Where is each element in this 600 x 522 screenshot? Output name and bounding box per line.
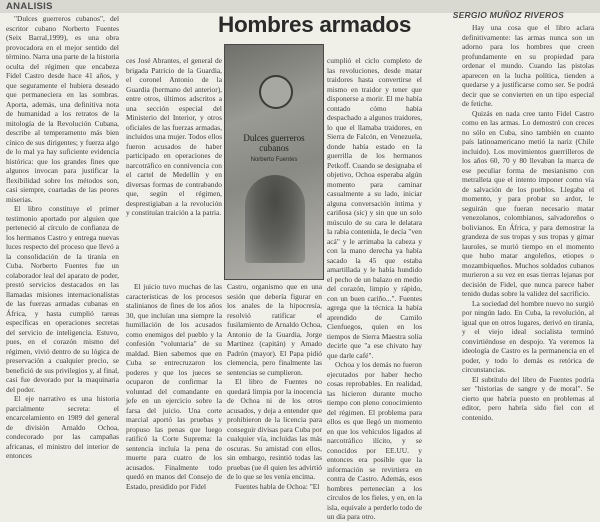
section-label: ANALISIS bbox=[6, 1, 53, 12]
paragraph: El libro constituye el primer testimonio aportado por alguien que perteneció al círculo de confianza de los hermanos Castro y entrega nuevas luces respecto del proceso que llevó a la consolidación de la tiranía en Cuba. Norberto Fuentes fue un colaborador leal del aparato de poder, prestó servicios destacados en las llamadas misiones internacionalistas de las fuerzas armadas cubanas en África, y hasta cumplió tareas específicas en operaciones secretas del servicio de inteligencia. Estuvo, pues, en el corazón mismo del régimen, vivió dentro de su lógica de preservación a cualquier precio, se benefició de sus privilegios y, al final, casi fue devorado por la maquinaria del poder. bbox=[6, 204, 119, 394]
paragraph: ces José Abrantes, el general de brigada Patricio de la Guardia, el coronel Antonio de la Guardia (hermano del anterior), entre otros, últimos adscritos a una sección especial del Ministerio del Interior, y otros oficiales de las fuerzas armadas, incluidos una mujer. Todos ellos fueron acusados de haber participado en operaciones de narcotráfico en connivencia con el cartel de Medellín y en diversas formas de contrabando que, según el régimen, desprestigiaban a la revolución y constituían traición a la patria. bbox=[126, 56, 222, 217]
book-cover-author: Norberto Fuentes bbox=[250, 157, 298, 163]
paragraph: El juicio tuvo muchas de las características de los procesos stalinianos de fines de los años 30, que incluían una siempre la humillación de los acusados como enemigos del pueblo y la confesión "voluntaria" de su maldad. Bien sabemos que en Cuba se entrecruzaron los poderes y que los jueces se ocuparon de confirmar la voluntad del comandante en jefe en un ejercicio sobre la farsa del juicio. Una corte marcial aportó las pruebas y propuso las penas que luego ratificó la Corte Suprema: la sentencia incluía la pena de muerte para cuatro de los acusados. Finalmente todo quedó en manos del Consejo de Estado, presidido por Fidel bbox=[126, 282, 222, 491]
article-column-5 bbox=[462, 23, 594, 457]
article-column-2-top bbox=[126, 56, 222, 278]
paragraph: Castro, organismo que en una sesión que debería figurar en los anales de la hipocresía, resolvió ratificar el fusilamiento de Arnaldo Ochoa, Antonio de la Guardia, Jorge Martínez (capitán) y Amado Padrón (mayor). El Papa pidió clemencia, pero finalmente las sentencias se cumplieron. bbox=[227, 282, 322, 377]
book-cover-photo bbox=[224, 44, 324, 280]
article-column-2-bottom bbox=[126, 282, 222, 491]
article-column-1 bbox=[6, 14, 119, 460]
paragraph: cumplió el ciclo completo de las revoluciones, desde matar traidores hasta convertirse el mismo en traidor y tener que disponerse a morir. El me había contado cómo había despachado a algunos traidores, lo que el llamaba traidores, en Sierra de Falcón, en Venezuela, donde había estado en la guerrilla de los hermanos Petkoff. Cuando se designaba el objetivo, Ochoa esperaba algún momento para caminar casualmente a su lado, iniciar alguna conversación íntima y cariñosa (sic) y sin que un solo músculo de su cara le delatara la rabia contenida, le decía "ven acá" y le arrimaba la cabeza y con la mano derecha ya había sacado la 45 que estaba amartillada y le había hundido el pecho de un balazo en medio del corazón, limpio y rápido, con un buen cariño...". Fuentes agrega que la técnica la había aprendido de Camilo Cienfuegos, quien en los tiempos de Sierra Maestra solía decirle que "a ese chivato hay que darle café". bbox=[327, 56, 422, 360]
author-byline: SERGIO MUÑOZ RIVEROS bbox=[452, 10, 564, 20]
paragraph: Quizás en nada cree tanto Fidel Castro como en las armas. Lo demostró con creces no sólo en Cuba, sino también en cuanto país latinoamericano metió la nariz (Chile incluido). Los movimientos guerrilleros de los años 60, 70 y 80 llevaban la marca de ese peculiar forma de mesianismo con metralleta que el intento imponer como vía de salvación de los pueblos. Llegaba el momento, y para probar su ardor, le seguirán que fueran necesario matar venezolanos, colombianos, salvadoreños o bolivianos. En África, y para demostrar la grandeza de sus tropas y sus tropas y gimar lauroles, se murió tiempo en el momento que hubo matar angoleños, etiopes o mozambiqueños. Muchos soldados cubanos murieron a su vez en esas tierras lejanas por decisión de Fidel, que nunca parece haber tenido dudas sobre la validez del sacrificio. bbox=[462, 108, 594, 298]
paragraph: "Dulces guerreros cubanos", del escritor cubano Norberto Fuentes (Seix Barral,1999), es una obra provocadora en el mejor sentido del término. Narra una parte de la historia oculta del régimen que encabeza Fidel Castro desde hace 41 años, y que seguramente el hubiera deseado que permaneciera en las sombras. Aporta, además, una definitiva nota de humanidad a los retratos de la mitología de la Revolución Cubana, describe al temperamento más bien cínico de sus dirigentes; y fuerza algo de lo mal ya hay suficiente evidencia histórica: que los grandes fines que algunos invocan para justificar la flexibilidad sobre los métodos son, casi siempre, coartadas de las peores miserias. bbox=[6, 14, 119, 204]
article-column-3 bbox=[227, 282, 322, 491]
paragraph: Hay una cosa que el libro aclara definitivamente: las armas nunca son un adorno para los hombres que creen profundamente en su propiedad para ordenar el mundo. Cuando las pistolas aparecen en la lucha política, tienden a quedarse y a justificarse como ser. Se podrá decir que se convierten en un tipo especial de fetiche. bbox=[462, 23, 594, 108]
paragraph: El subtítulo del libro de Fuentes podría ser "historias de sangre y de moral". Se cierto que habría puesto en problemas al editor, pero habría sido fiel con el contenido. bbox=[462, 374, 594, 422]
paragraph: Ochoa y los demás no fueron ejecutados por haber hecho cosas reprobables. En realidad, las hicieron durante mucho tiempo con pleno conocimiento del régimen. El problema para ellos es que llegó un momento en que los vehículos ligados al narcotráfico ilícito, y se conocidos por EE.UU. y entonces era posible que la información se revirtiera en contra de Castro. Además, esos hombres pertenecían a los círculos de los fieles, y en, en la isla, equivale a perderlo todo de un día para otro. bbox=[327, 360, 422, 521]
paragraph: El libro de Fuentes no quedará limpia por la inocencia de Ochoa ni de los otros acusados, y deja a entender que prohibieron de la licencia para conseguir divisas para Cuba por cualquier vía, incluidas las más oscuras. Su amistad con ellos, sin embargo, resintió todas las pruebas (ue él quien les advirtió de lo que se les venía encima. bbox=[227, 377, 322, 481]
paragraph: El eje narrativo es una historia parcialmente secreta: el encarcelamiento en 1989 del general de división Arnaldo Ochoa, condecorado por las campañas africanas, el ministro del interior de entonces bbox=[6, 394, 119, 460]
paragraph: La sociedad del hombre nuevo no surgió por ningún lado. En Cuba, la revolución, al igual que en otros lugares, derivó en tiranía, y el viejo ideal socialista terminó convirtiéndose en despojo. Ya veremos la ideología de Castro es la permanencia en el poder, y todo lo demás es retórica de circunstancias. bbox=[462, 298, 594, 374]
cover-figure-silhouette bbox=[245, 175, 305, 263]
book-cover-title: Dulces guerreros cubanos bbox=[243, 133, 305, 153]
cover-emblem bbox=[259, 75, 293, 109]
paragraph: Fuentes habla de Ochoa: "El bbox=[235, 481, 320, 491]
article-headline: Hombres armados bbox=[218, 12, 412, 37]
article-column-4 bbox=[327, 56, 422, 521]
